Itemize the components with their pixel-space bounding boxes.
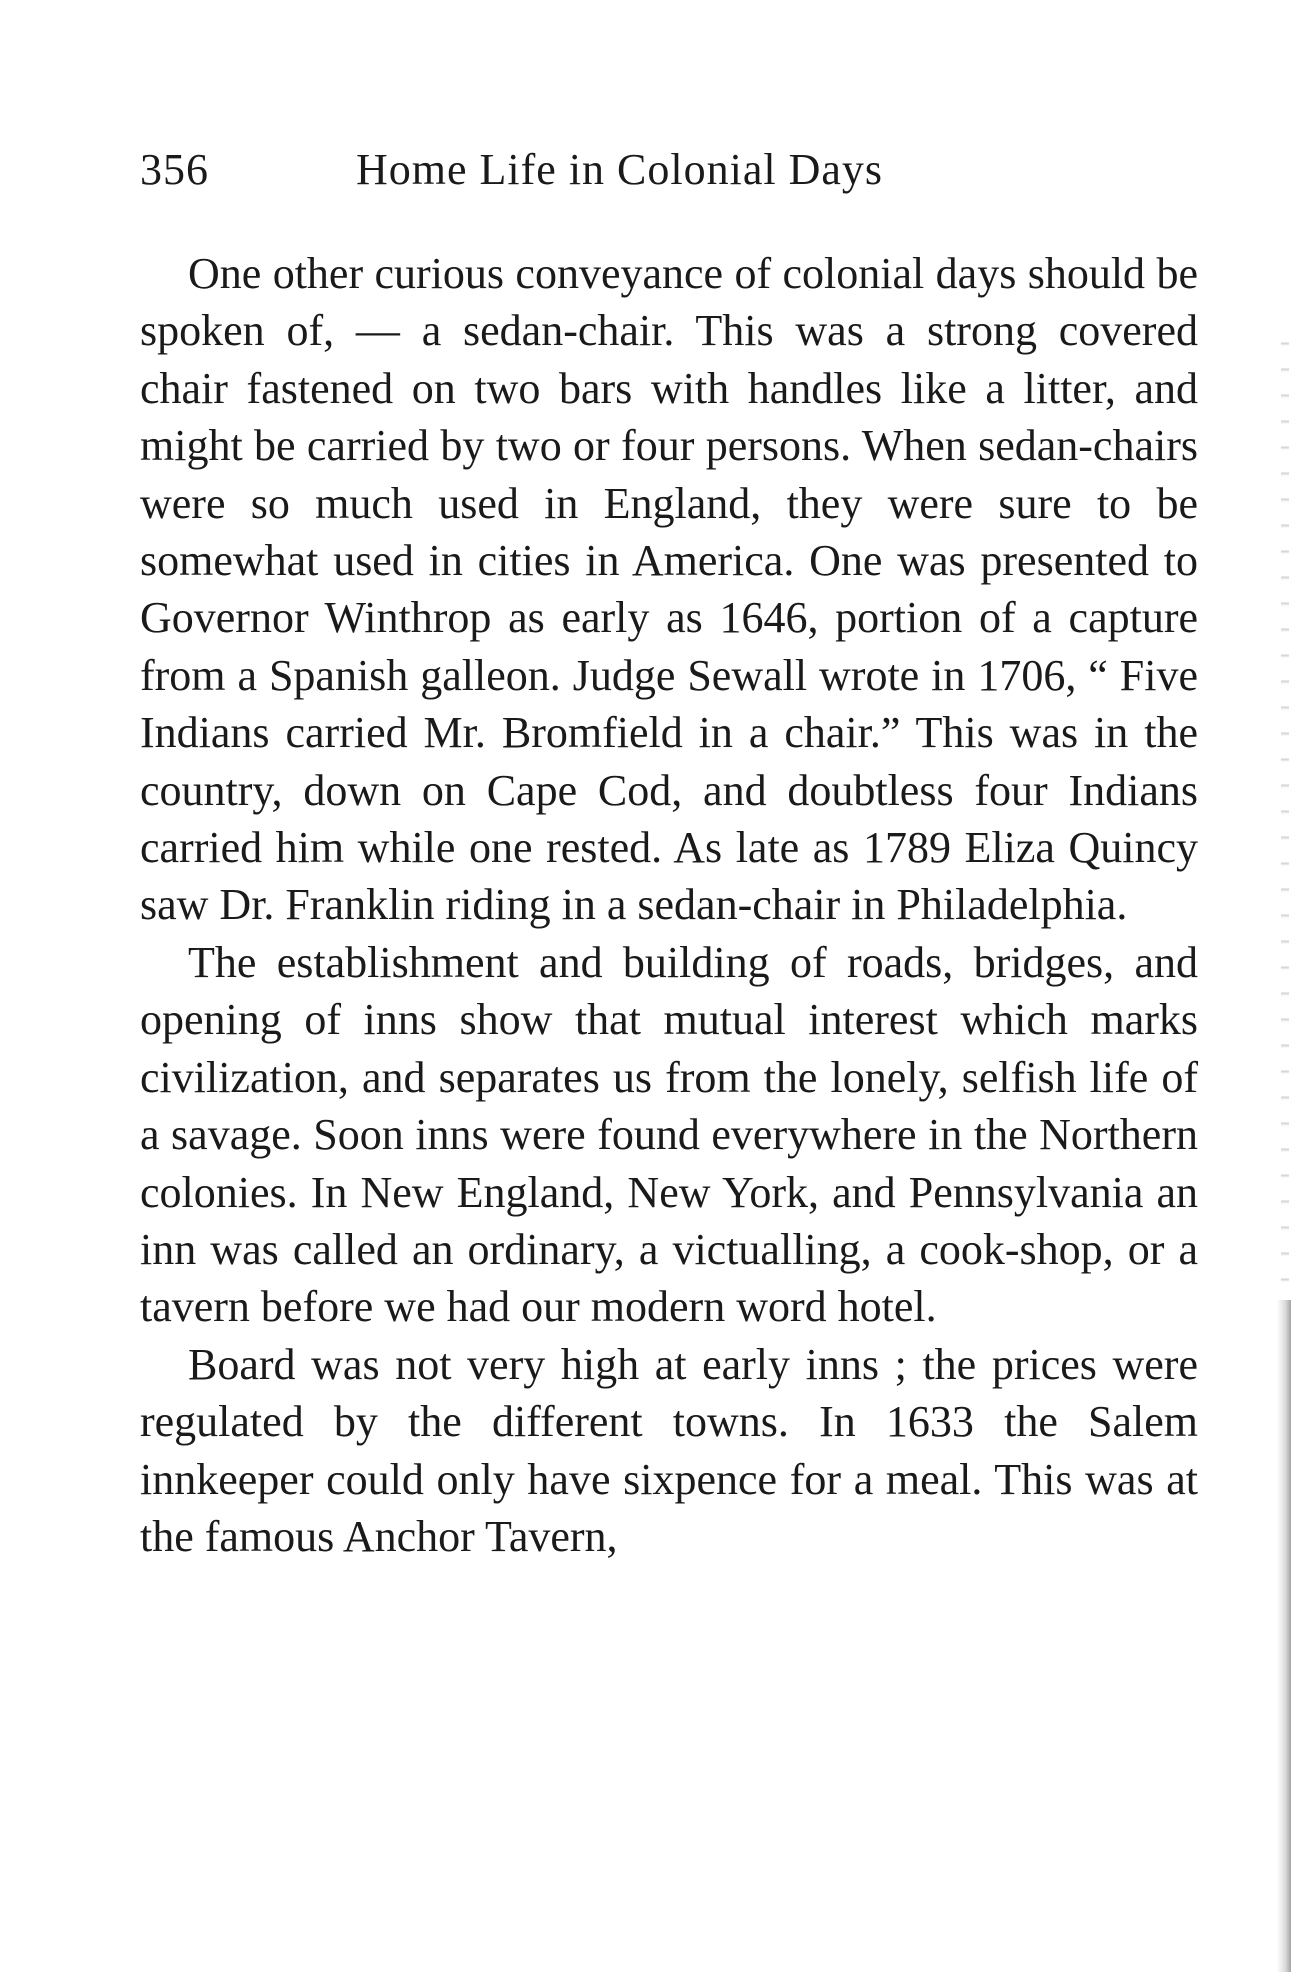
running-title: Home Life in Colonial Days (356, 145, 884, 194)
paragraph-inns: The establishment and building of roads, bridges, and opening of inns show that mutual interest which marks civilization, and separates us from the lonely, selfish life of a savage. Soon inns were found everywhere in the Northern colonies. In New England, New York, and Pennsylvania an inn was called an ordinary, a victualling, a cook-shop, or a tavern before we had our modern word hotel. (140, 937, 1198, 1332)
running-head (140, 140, 1200, 200)
paragraph-board-prices: Board was not very high at early inns ; the prices were regulated by the different towns. In 1633 the Salem innkeeper could only have sixpence for a meal. This was at the famous Anchor Tavern, (140, 1339, 1198, 1561)
page-number: 356 (140, 145, 209, 194)
paragraph-sedan-chair: One other curious conveyance of colonial days should be spoken of, — a sedan-chair. This was a strong covered chair fastened on two bars with handles like a litter, and might be carried by two or four persons. When sedan-chairs were so much used in England, they were sure to be somewhat used in cities in America. One was presented to Governor Winthrop as early as 1646, portion of a capture from a Spanish galleon. Judge Sewall wrote in 1706, “ Five Indians carried Mr. Bromfield in a chair.” This was in the country, down on Cape Cod, and doubtless four Indians carried him while one rested. As late as 1789 Eliza Quincy saw Dr. Franklin riding in a sedan-chair in Philadelphia. (140, 249, 1198, 930)
scan-edge-specks (1281, 320, 1289, 1300)
body-text (140, 245, 1198, 1565)
scan-edge-shadow (1277, 1300, 1291, 1972)
